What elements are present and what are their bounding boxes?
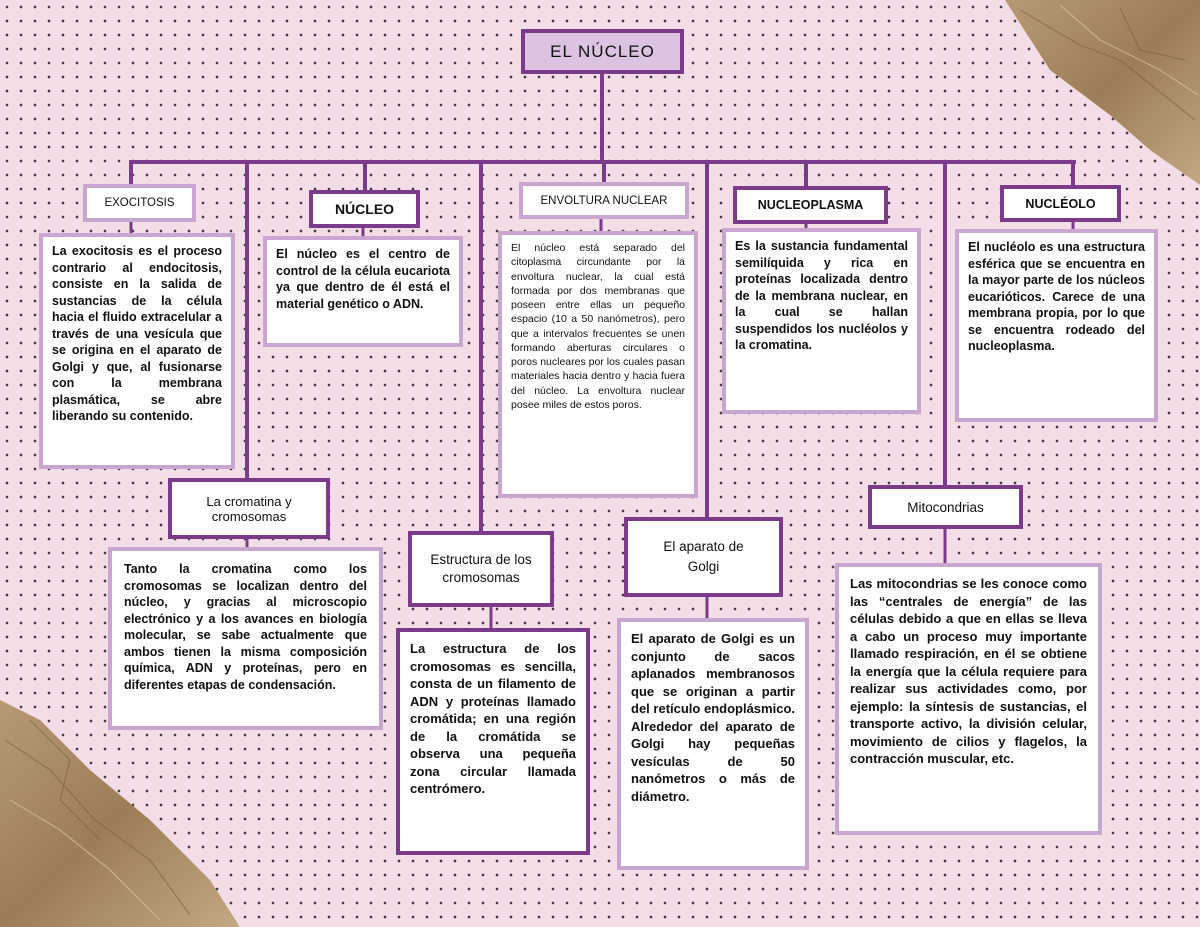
heading-envoltura-nuclear: ENVOLTURA NUCLEAR — [519, 182, 689, 219]
text-nucleo: El núcleo es el centro de control de la célula eucariota ya que dentro de él está el material genético o ADN. — [263, 236, 463, 347]
heading-estructura-cromosomas: Estructura de los cromosomas — [408, 531, 554, 607]
heading-cromatina-cromosomas: La cromatina y cromosomas — [168, 478, 330, 539]
heading-nucleo: NÚCLEO — [309, 190, 420, 228]
heading-nucleoplasma: NUCLEOPLASMA — [733, 186, 888, 224]
heading-aparato-golgi: El aparato de Golgi — [624, 517, 783, 597]
text-aparato-golgi: El aparato de Golgi es un conjunto de sacos aplanados membranosos que se originan a partir del retículo endoplásmico. Alrededor del aparato de Golgi hay pequeñas vesículas de 50 nanómetros o más de diámetro. — [617, 618, 809, 870]
text-nucleolo: El nucléolo es una estructura esférica que se encuentra en la mayor parte de los núcleos eucarióticos. Carece de una membrana propia, por lo que se encuentra rodeado del nucleoplasma. — [955, 229, 1158, 422]
text-mitocondrias: Las mitocondrias se les conoce como las “centrales de energía” de las células debido a que en ellas se lleva a cabo un proceso muy importante llamado respiración, en él se obtiene la energía que la célula requiere para realizar sus actividades como, por ejemplo: la síntesis de sustancias, el transporte activo, la división celular, movimiento de cilios y flagelos, la contracción muscular, etc. — [835, 563, 1102, 835]
map-title: EL NÚCLEO — [521, 29, 684, 74]
text-exocitosis: La exocitosis es el proceso contrario al endocitosis, consiste en la salida de sustancias de la célula hacia el fluido extracelular a través de una vesícula que se origina en el aparato de Golgi y que, al fusionarse con la membrana plasmática, se abre liberando su contenido. — [39, 233, 235, 469]
text-cromatina-cromosomas: Tanto la cromatina como los cromosomas se localizan dentro del núcleo, y gracias al microscopio electrónico y a los avances en biología molecular, se sabe actualmente que ambos tienen la misma composición química, ADN y proteínas, pero en diferentes etapas de condensación. — [108, 547, 383, 730]
text-nucleoplasma: Es la sustancia fundamental semilíquida y rica en proteínas localizada dentro de la membrana nuclear, en la cual se hallan suspendidos los nucléolos y la cromatina. — [722, 228, 921, 414]
heading-exocitosis: EXOCITOSIS — [83, 184, 196, 222]
text-estructura-cromosomas: La estructura de los cromosomas es sencilla, consta de un filamento de ADN y proteínas llamado cromátida; en una región de la cromátida se observa una pequeña zona circular llamada centrómero. — [396, 628, 590, 855]
heading-mitocondrias: Mitocondrias — [868, 485, 1023, 529]
heading-nucleolo: NUCLÉOLO — [1000, 185, 1121, 222]
text-envoltura-nuclear: El núcleo está separado del citoplasma circundante por la envoltura nuclear, la cual está formada por dos membranas que poseen entre ellas un pequeño espacio (10 a 50 nanómetros), pero que a intervalos frecuentes se unen formando aberturas circulares o poros nucleares por los cuales pasan materiales hacia dentro y hacia fuera del núcleo. La envoltura nuclear posee miles de estos poros. — [498, 231, 698, 498]
